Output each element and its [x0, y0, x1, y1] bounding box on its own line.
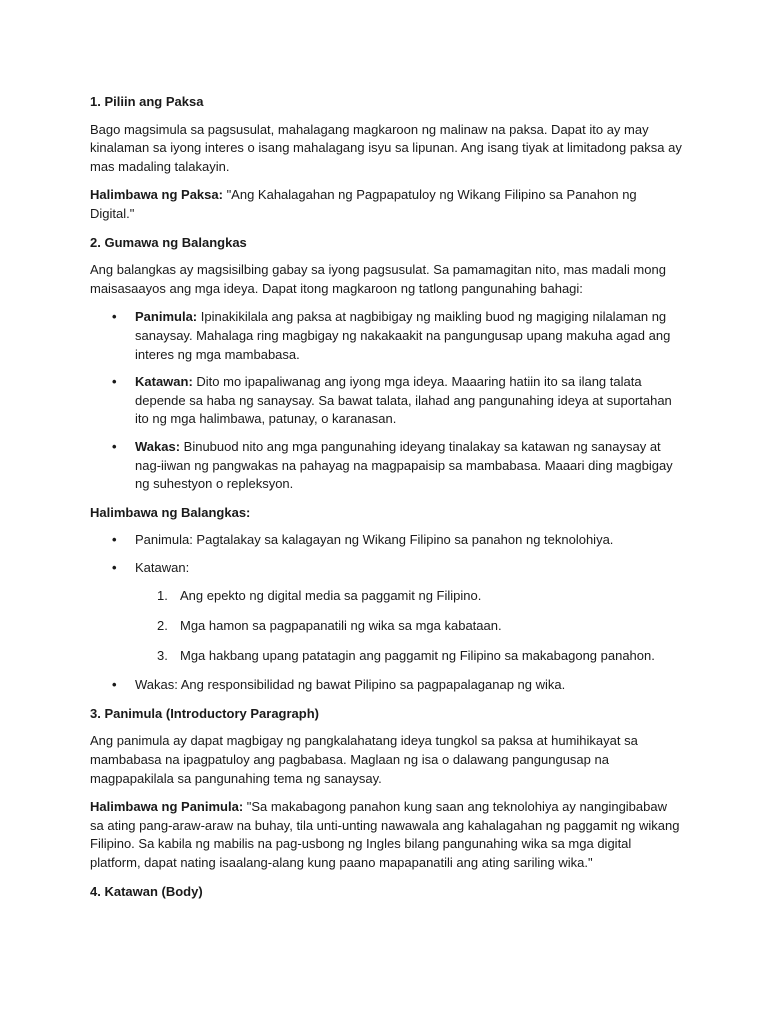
section-heading-paksa: 1. Piliin ang Paksa: [90, 94, 204, 109]
paragraph-balangkas: Ang balangkas ay magsisilbing gabay sa iyong pagsusulat. Sa pamamagitan nito, mas madali mong maisasaayos ang mga ideya. Dapat itong magkaroon ng tatlong pangunahing bahagi:: [90, 262, 666, 296]
numbered-item-text: Mga hakbang upang patatagin ang paggamit ng Filipino sa makabagong panahon.: [180, 647, 655, 663]
paragraph-paksa: Bago magsimula sa pagsusulat, mahalagang magkaroon ng malinaw na paksa. Dapat ito ay may kinalaman sa iyong interes o isang mahalagang isyu sa lipunan. Ang isang tiyak at limitadong paksa ay mas madaling talakayin.: [90, 121, 682, 174]
list-item: [90, 373, 684, 429]
example-text: "Sa makabagong panahon kung saan ang teknolohiya ay nangingibabaw sa ating pang-araw-araw na buhay, tila unti-unting nawawala ang kahalagahan ng paggamit ng wikang Filipino. Sa kabila ng mabilis na pag-usbong ng Ingles bilang pangunahing wika sa mga digital platform, dapat nating isaalang-alang kung paano mapapanatili ang ating sariling wika.": [90, 799, 680, 870]
list-item-text: Binubuod nito ang mga pangunahing ideyang tinalakay sa katawan ng sanaysay at nag-iiwan ng pangwakas na pahayag na magpapaisip sa mambabasa. Maaari ding magbigay ng suhestyon o repleksyon.: [135, 438, 673, 492]
numbered-item: [135, 647, 684, 666]
numbered-item-text: Ang epekto ng digital media sa paggamit ng Filipino.: [180, 588, 482, 604]
list-item: [90, 676, 684, 695]
list-item-text: Katawan:: [135, 559, 190, 575]
item-number: 1.: [157, 588, 168, 604]
bullet-icon: •: [112, 438, 117, 454]
list-item-text: Dito mo ipapaliwanag ang iyong mga ideya. Maaaring hatiin ito sa ilang talata depende sa haba ng sanaysay. Sa bawat talata, ilahad ang pangunahing ideya at suportahan ito ng mga halimbawa, patunay, o karanasan.: [135, 374, 672, 427]
bullet-icon: •: [112, 309, 117, 325]
example-label: Halimbawa ng Paksa:: [90, 187, 223, 203]
example-heading-balangkas: Halimbawa ng Balangkas:: [90, 504, 251, 520]
bullet-icon: •: [112, 677, 117, 693]
item-number: 3.: [157, 647, 168, 663]
bullet-list-example: [90, 531, 684, 695]
list-item-label: Katawan:: [135, 374, 193, 390]
bullet-icon: •: [112, 532, 117, 548]
bullet-icon: •: [112, 559, 117, 575]
list-item-label: Panimula:: [135, 309, 198, 325]
list-item: [90, 559, 684, 665]
list-item: [90, 531, 684, 550]
section-heading-katawan: 4. Katawan (Body): [90, 883, 203, 899]
document-page: [90, 93, 684, 910]
example-text: "Ang Kahalagahan ng Pagpapatuloy ng Wikang Filipino sa Panahon ng Digital.": [90, 187, 637, 221]
list-item-text: Wakas: Ang responsibilidad ng bawat Pilipino sa pagpapalaganap ng wika.: [135, 677, 566, 693]
numbered-list: [135, 587, 684, 665]
section-heading-balangkas: 2. Gumawa ng Balangkas: [90, 234, 247, 250]
example-label: Halimbawa ng Panimula:: [90, 799, 244, 815]
numbered-item: [135, 587, 684, 606]
list-item-text: Ipinakikilala ang paksa at nagbibigay ng maikling buod ng magiging nilalaman ng sanaysay. Mahalaga ring magbigay ng nakakaakit na pangungusap upang makuha agad ang interes ng mga mambabasa.: [135, 309, 671, 362]
example-panimula: [90, 798, 684, 872]
list-item-label: Wakas:: [135, 438, 181, 454]
bullet-list-parts: [90, 308, 684, 493]
numbered-item: [135, 617, 684, 636]
section-heading-panimula: 3. Panimula (Introductory Paragraph): [90, 705, 319, 721]
bullet-icon: •: [112, 374, 117, 390]
list-item: [90, 438, 684, 494]
numbered-item-text: Mga hamon sa pagpapanatili ng wika sa mga kabataan.: [180, 618, 502, 634]
paragraph-panimula: Ang panimula ay dapat magbigay ng pangkalahatang ideya tungkol sa paksa at humihikayat sa mambabasa na ipagpatuloy ang pagbabasa. Maglaan ng isa o dalawang pangungusap na magpapakilala sa pangunahing tema ng sanaysay.: [90, 733, 638, 786]
list-item: [90, 308, 684, 364]
list-item-text: Panimula: Pagtalakay sa kalagayan ng Wikang Filipino sa panahon ng teknolohiya.: [135, 532, 614, 548]
example-paksa: [90, 186, 684, 223]
item-number: 2.: [157, 618, 168, 634]
